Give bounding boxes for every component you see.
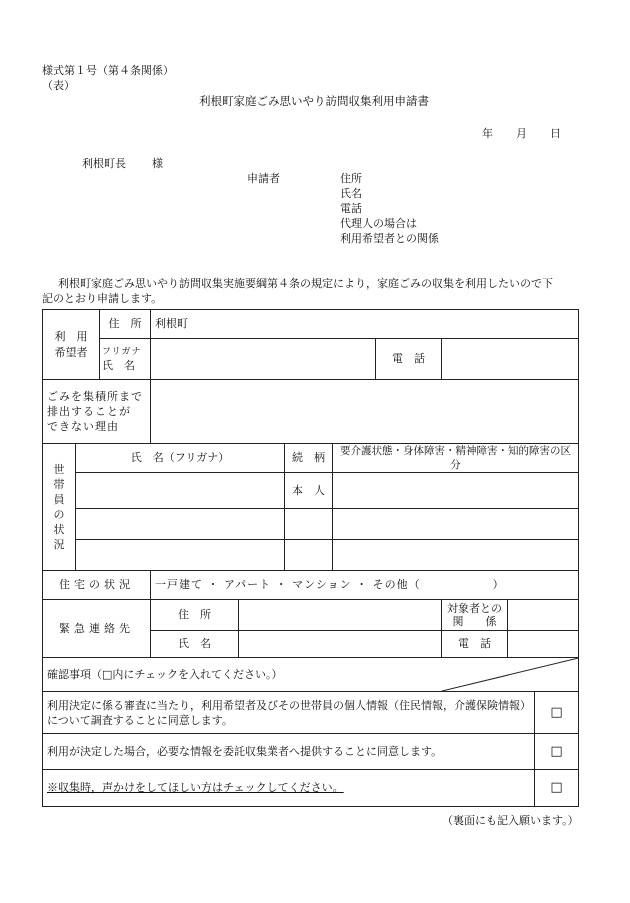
furigana-label: フリガナ: [102, 347, 142, 357]
consent-item-2: 利用が決定した場合，必要な情報を委託収集業者へ提供することに同意します。: [43, 734, 535, 770]
applicant-phone-label: 電話: [340, 202, 362, 215]
address-label: 住 所: [100, 310, 151, 339]
household-relation-cell[interactable]: [285, 540, 333, 571]
diagonal-line: [442, 658, 579, 691]
consent-1-checkbox[interactable]: □: [535, 692, 579, 734]
reason-label: ごみを集積所まで 排出することが できない理由: [43, 380, 151, 444]
form-side-label: （表）: [42, 79, 75, 92]
emergency-phone-label: 電 話: [442, 631, 508, 658]
consent-item-1: 利用決定に係る審査に当たり，利用希望者及びその世帯員の個人情報（住民情報，介護保険情報）について調査することに同意します。: [43, 692, 535, 734]
emergency-relation-label: 対象者との 関 係: [442, 600, 508, 631]
emergency-name-field[interactable]: [239, 631, 442, 658]
household-name-cell[interactable]: [76, 509, 285, 540]
household-category-cell[interactable]: [333, 473, 579, 509]
footer-note: （裏面にも記入願います。）: [442, 814, 579, 827]
date-year: 年: [482, 127, 493, 140]
household-name-cell[interactable]: [76, 540, 285, 571]
intro-line-2: 記のとおり申請します。: [42, 292, 163, 305]
proxy-relation-label: 利用希望者との関係: [340, 232, 439, 245]
name-label: 氏 名: [102, 359, 135, 372]
confirm-diagonal-cell: [442, 658, 579, 692]
reason-field[interactable]: [151, 380, 579, 444]
emergency-address-field[interactable]: [239, 600, 442, 631]
consent-item-3: ※収集時，声かけをしてほしい方はチェックしてください。: [43, 770, 535, 807]
household-category-cell[interactable]: [333, 540, 579, 571]
proxy-label: 代理人の場合は: [340, 217, 417, 230]
household-relation-header: 続 柄: [285, 444, 333, 473]
household-self-label: 本 人: [285, 473, 333, 509]
date-month: 月: [516, 127, 527, 140]
consent-3-checkbox[interactable]: □: [535, 770, 579, 807]
applicant-name-label: 氏名: [340, 187, 362, 200]
emergency-phone-field[interactable]: [508, 631, 579, 658]
household-category-cell[interactable]: [333, 509, 579, 540]
applicant-group-label: 利 用 希望者: [43, 310, 100, 380]
name-field[interactable]: [151, 339, 376, 380]
furigana-name-label: [100, 339, 151, 380]
emergency-address-label: 住 所: [151, 600, 239, 631]
form-title: 利根町家庭ごみ思いやり訪問収集利用申請書: [199, 94, 429, 108]
emergency-contact-label: 緊急連絡先: [43, 600, 151, 658]
emergency-name-label: 氏 名: [151, 631, 239, 658]
honorific: 様: [152, 157, 163, 170]
confirm-label: 確認事項（□内にチェックを入れてください。）: [43, 658, 442, 692]
phone-field[interactable]: [442, 339, 579, 380]
applicant-label: 申請者: [247, 172, 280, 185]
application-form-table: [42, 309, 579, 807]
household-label: 世 帯 員 の 状 況: [43, 444, 76, 571]
addressee: 利根町長: [82, 157, 126, 170]
housing-options[interactable]: 一戸建て ・ アパート ・ マンション ・ その他（ ）: [151, 571, 579, 600]
phone-label: 電 話: [376, 339, 442, 380]
date-day: 日: [550, 127, 561, 140]
household-relation-cell[interactable]: [285, 509, 333, 540]
household-name-header: 氏 名（フリガナ）: [76, 444, 285, 473]
address-field[interactable]: 利根町: [151, 310, 579, 339]
form-number: 様式第１号（第４条関係）: [42, 64, 174, 77]
household-name-cell[interactable]: [76, 473, 285, 509]
emergency-relation-field[interactable]: [508, 600, 579, 631]
consent-2-checkbox[interactable]: □: [535, 734, 579, 770]
household-category-header: 要介護状態・身体障害・精神障害・知的障害の区分: [333, 444, 579, 473]
intro-line-1: 利根町家庭ごみ思いやり訪問収集実施要綱第４条の規定により，家庭ごみの収集を利用したいので下: [58, 277, 553, 290]
housing-label: 住宅の状況: [43, 571, 151, 600]
applicant-address-label: 住所: [340, 172, 362, 185]
